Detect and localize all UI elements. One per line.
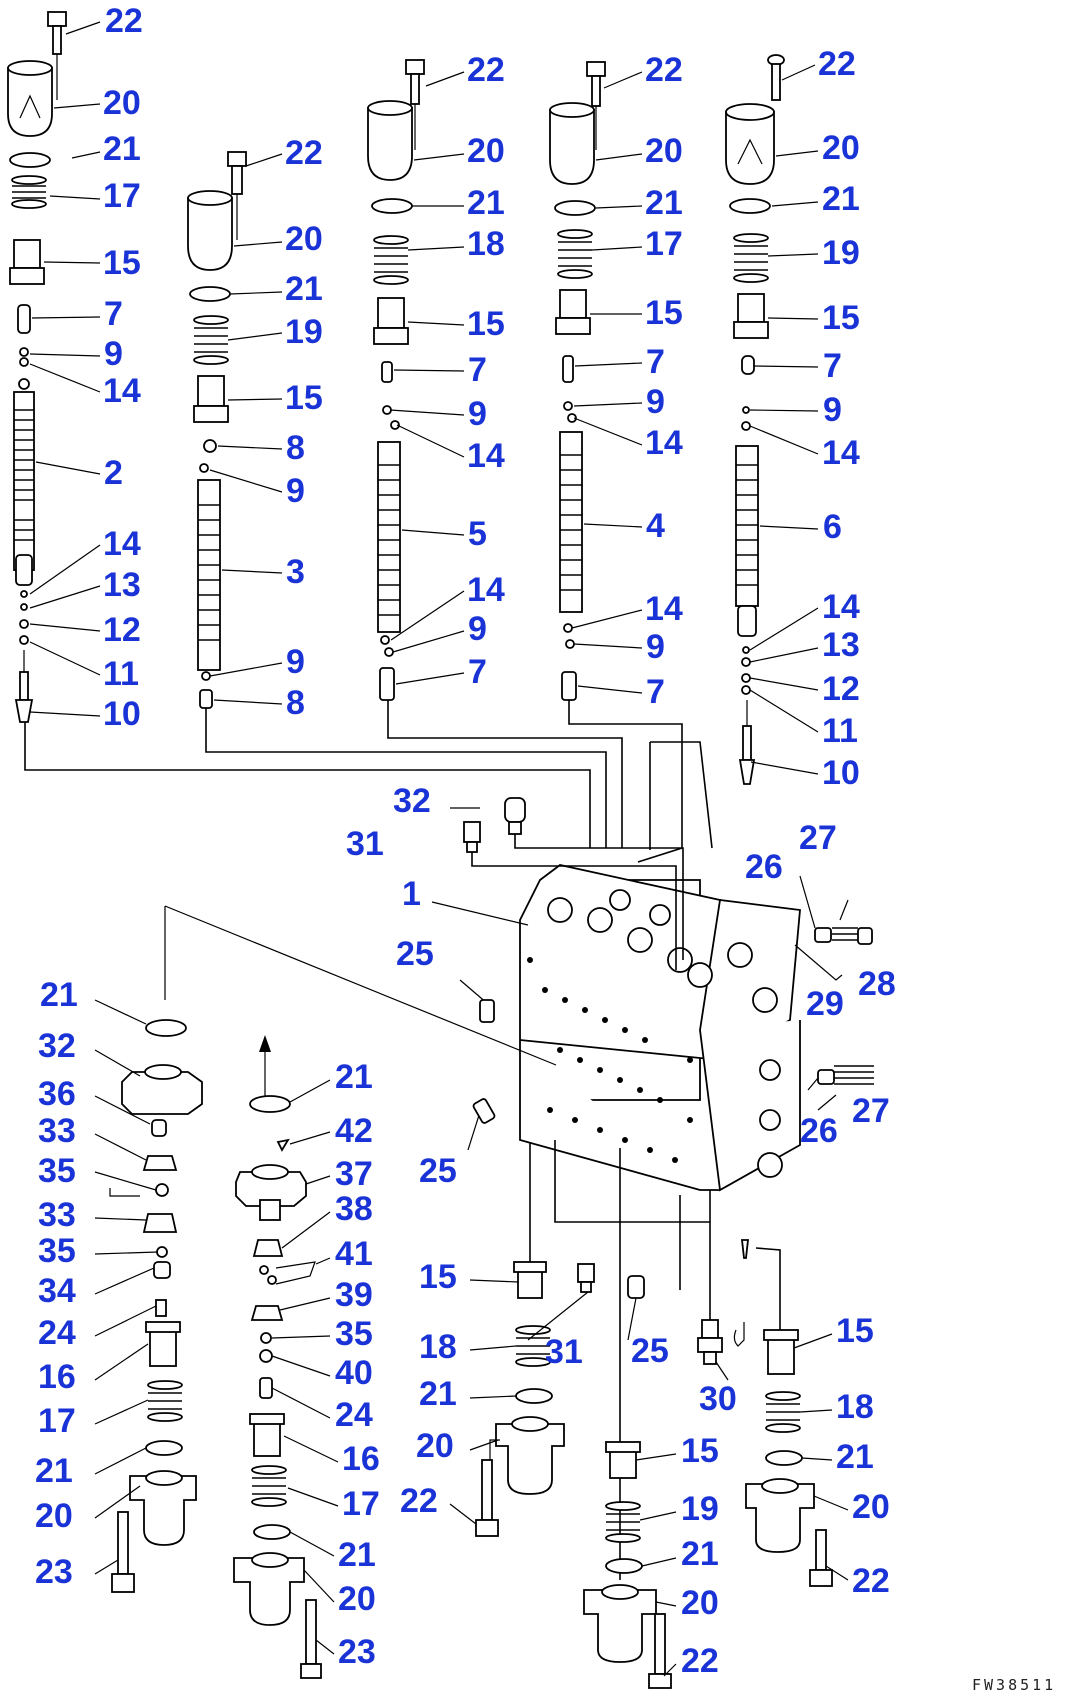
callout-29: 29	[806, 985, 844, 1023]
callout-6: 6	[823, 508, 842, 546]
callout-21: 21	[338, 1536, 376, 1574]
callout-16: 16	[342, 1440, 380, 1478]
callout-21: 21	[467, 184, 505, 222]
part-15-retainer	[10, 240, 44, 284]
callout-21: 21	[40, 976, 78, 1014]
callout-16: 16	[38, 1358, 76, 1396]
callout-25: 25	[419, 1152, 457, 1190]
part-31-fitting	[578, 1264, 594, 1292]
part-17-spring	[12, 176, 46, 208]
callout-27: 27	[799, 819, 837, 857]
callout-17: 17	[645, 225, 683, 263]
callout-9: 9	[468, 610, 487, 648]
part-32-plug	[505, 798, 525, 834]
callout-15: 15	[103, 244, 141, 282]
part-10-screw	[16, 672, 32, 722]
callout-37: 37	[335, 1155, 373, 1193]
lower-stack-center-right	[584, 1240, 748, 1688]
callout-14: 14	[822, 588, 860, 626]
callout-15: 15	[467, 305, 505, 343]
callout-21: 21	[419, 1375, 457, 1413]
callout-35: 35	[38, 1152, 76, 1190]
callout-20: 20	[852, 1488, 890, 1526]
callout-42: 42	[335, 1112, 373, 1150]
part-2-spool	[14, 392, 34, 585]
callout-22: 22	[681, 1642, 719, 1680]
callout-22: 22	[285, 134, 323, 172]
callout-7: 7	[468, 351, 487, 389]
callout-10: 10	[103, 695, 141, 733]
callout-18: 18	[419, 1328, 457, 1366]
callout-12: 12	[103, 611, 141, 649]
callout-15: 15	[645, 294, 683, 332]
callout-4: 4	[646, 507, 665, 545]
callout-22: 22	[467, 51, 505, 89]
callout-31: 31	[545, 1333, 583, 1371]
callout-21: 21	[285, 270, 323, 308]
callout-34: 34	[38, 1272, 76, 1310]
callout-20: 20	[338, 1580, 376, 1618]
callout-26: 26	[745, 848, 783, 886]
callout-14: 14	[645, 590, 683, 628]
callout-9: 9	[468, 395, 487, 433]
callout-20: 20	[35, 1497, 73, 1535]
callout-12: 12	[822, 670, 860, 708]
callout-33: 33	[38, 1196, 76, 1234]
callout-21: 21	[681, 1535, 719, 1573]
callout-30: 30	[699, 1380, 737, 1418]
callout-9: 9	[104, 335, 123, 373]
callout-20: 20	[467, 132, 505, 170]
callout-21: 21	[103, 130, 141, 168]
callout-28: 28	[858, 965, 896, 1003]
callout-14: 14	[103, 372, 141, 410]
callout-7: 7	[646, 343, 665, 381]
callout-14: 14	[822, 434, 860, 472]
callout-20: 20	[285, 220, 323, 258]
part-25-plug-c	[628, 1276, 644, 1298]
callout-15: 15	[285, 379, 323, 417]
part-21-o-ring	[10, 153, 50, 167]
callout-24: 24	[38, 1314, 76, 1352]
callout-22: 22	[105, 2, 143, 40]
part-22-bolt	[48, 12, 66, 54]
callout-18: 18	[467, 225, 505, 263]
leader-25b	[468, 1112, 480, 1150]
callout-31: 31	[346, 825, 384, 863]
callout-25: 25	[396, 935, 434, 973]
part-7-plug	[18, 305, 30, 333]
callout-14: 14	[467, 437, 505, 475]
callout-14: 14	[467, 571, 505, 609]
callout-35: 35	[335, 1315, 373, 1353]
callout-39: 39	[335, 1276, 373, 1314]
callout-2: 2	[104, 454, 123, 492]
callout-22: 22	[645, 51, 683, 89]
callout-21: 21	[822, 180, 860, 218]
callout-10: 10	[822, 754, 860, 792]
callout-8: 8	[286, 429, 305, 467]
lower-stack-center-left	[234, 1035, 321, 1678]
callout-20: 20	[822, 129, 860, 167]
callout-19: 19	[681, 1490, 719, 1528]
callout-1: 1	[402, 875, 421, 913]
callout-9: 9	[286, 643, 305, 681]
callout-19: 19	[822, 234, 860, 272]
part-20-cap	[8, 61, 52, 136]
callout-20: 20	[103, 84, 141, 122]
callout-11: 11	[822, 712, 858, 750]
callout-38: 38	[335, 1190, 373, 1228]
callout-15: 15	[681, 1432, 719, 1470]
callout-27: 27	[852, 1092, 890, 1130]
callout-22: 22	[818, 45, 856, 83]
callout-23: 23	[338, 1633, 376, 1671]
callout-26: 26	[800, 1112, 838, 1150]
part-30-fitting	[698, 1320, 722, 1364]
callout-7: 7	[104, 295, 123, 333]
callout-20: 20	[681, 1584, 719, 1622]
part-bolt-small	[742, 1240, 748, 1258]
part-31-plug	[464, 822, 480, 852]
callout-20: 20	[416, 1427, 454, 1465]
callout-36: 36	[38, 1075, 76, 1113]
callout-7: 7	[823, 347, 842, 385]
callout-17: 17	[342, 1485, 380, 1523]
callout-9: 9	[286, 472, 305, 510]
callout-14: 14	[103, 525, 141, 563]
callout-15: 15	[836, 1312, 874, 1350]
callout-18: 18	[836, 1388, 874, 1426]
callout-3: 3	[286, 553, 305, 591]
callout-9: 9	[823, 391, 842, 429]
callout-15: 15	[419, 1258, 457, 1296]
figure-code: FW38511	[972, 1676, 1057, 1694]
callout-33: 33	[38, 1112, 76, 1150]
callout-32: 32	[38, 1027, 76, 1065]
callout-40: 40	[335, 1354, 373, 1392]
callout-21: 21	[335, 1058, 373, 1096]
callout-13: 13	[103, 566, 141, 604]
callout-22: 22	[852, 1562, 890, 1600]
callout-11: 11	[103, 655, 139, 693]
callout-32: 32	[393, 782, 431, 820]
callout-20: 20	[645, 132, 683, 170]
callout-9: 9	[646, 628, 665, 666]
callout-35: 35	[38, 1232, 76, 1270]
callout-23: 23	[35, 1553, 73, 1591]
callout-25: 25	[631, 1332, 669, 1370]
callout-15: 15	[822, 299, 860, 337]
part-25-plug-a	[480, 1000, 494, 1022]
callout-21: 21	[645, 184, 683, 222]
callout-8: 8	[286, 684, 305, 722]
callout-5: 5	[468, 515, 487, 553]
callout-7: 7	[646, 673, 665, 711]
callout-21: 21	[836, 1438, 874, 1476]
callout-7: 7	[468, 653, 487, 691]
part-25-plug-b	[472, 1098, 495, 1124]
callout-24: 24	[335, 1396, 373, 1434]
part-1-valve-body	[520, 865, 800, 1190]
lower-stack-right	[746, 1330, 832, 1586]
callout-41: 41	[335, 1235, 373, 1273]
callout-17: 17	[103, 177, 141, 215]
callout-14: 14	[645, 424, 683, 462]
lower-stack-center	[476, 1262, 644, 1536]
callout-9: 9	[646, 383, 665, 421]
callout-19: 19	[285, 313, 323, 351]
leader-1	[432, 902, 528, 925]
callout-21: 21	[35, 1452, 73, 1490]
callout-17: 17	[38, 1402, 76, 1440]
callout-22: 22	[400, 1482, 438, 1520]
callout-13: 13	[822, 626, 860, 664]
